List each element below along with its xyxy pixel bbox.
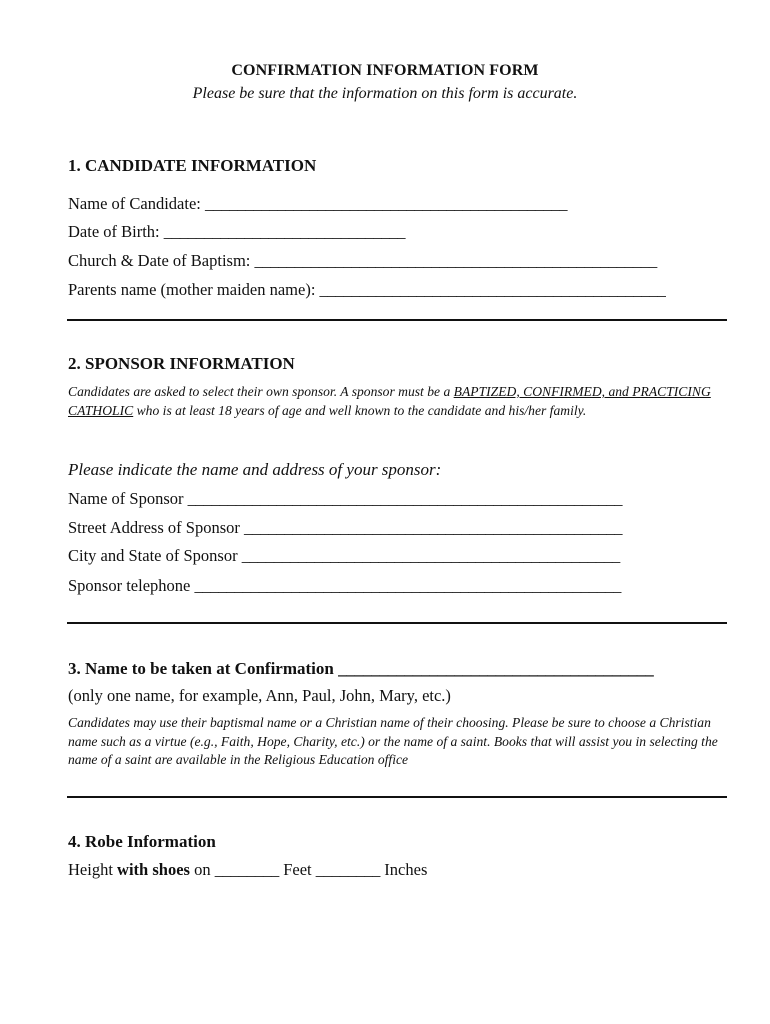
- confirmation-name-note: Candidates may use their baptismal name or a Christian name of their choosing. Please be sure to choose a Christian name such as a virtue (e.g., Faith, Hope, Charity, etc.) or the name of a saint. Books that will assist you in selecting the name of a saint are available in the Religious Education office: [68, 715, 718, 767]
- parents-name-field[interactable]: [68, 280, 666, 300]
- form-subtitle: Please be sure that the information on this form is accurate.: [192, 85, 578, 102]
- candidate-name-field[interactable]: [68, 194, 567, 214]
- inches-label: Inches: [384, 860, 428, 879]
- sponsor-prompt: Please indicate the name and address of your sponsor:: [68, 460, 442, 479]
- sponsor-telephone-field[interactable]: [68, 576, 621, 596]
- sponsor-city-state-blank[interactable]: _______________________________________________: [241, 546, 621, 565]
- form-title: CONFIRMATION INFORMATION FORM: [231, 62, 539, 79]
- sponsor-city-state-field[interactable]: [68, 546, 620, 566]
- sponsor-street-blank[interactable]: _______________________________________________: [244, 518, 623, 537]
- section1-divider: [67, 319, 727, 321]
- sponsor-telephone-blank[interactable]: _____________________________________________________: [194, 576, 622, 595]
- candidate-name-label: Name of Candidate:: [68, 194, 201, 213]
- height-label-end: on: [189, 860, 211, 879]
- parents-name-label: Parents name (mother maiden name):: [68, 280, 316, 299]
- sponsor-requirements-note: [68, 383, 733, 420]
- feet-label: Feet: [283, 860, 312, 879]
- sponsor-street-label: Street Address of Sponsor: [68, 518, 240, 537]
- sponsor-name-label: Name of Sponsor: [68, 489, 184, 508]
- baptism-label: Church & Date of Baptism:: [68, 251, 251, 270]
- height-label-bold: with shoes: [117, 860, 190, 879]
- section4-heading: 4. Robe Information: [68, 832, 216, 851]
- confirmation-name-blank[interactable]: ______________________________________: [338, 659, 654, 678]
- confirmation-name-example: (only one name, for example, Ann, Paul, John, Mary, etc.): [68, 686, 451, 705]
- sponsor-name-blank[interactable]: ______________________________________________________: [187, 489, 623, 508]
- feet-blank[interactable]: ________: [214, 860, 280, 879]
- sponsor-note-emphasis: BAPTIZED, CONFIRMED, and PRACTICING CATHOLIC: [68, 384, 711, 418]
- parents-name-blank[interactable]: ___________________________________________: [319, 280, 666, 299]
- inches-blank[interactable]: ________: [315, 860, 381, 879]
- baptism-blank[interactable]: __________________________________________________: [254, 251, 658, 270]
- sponsor-telephone-label: Sponsor telephone: [68, 576, 191, 595]
- section3-heading: 3. Name to be taken at Confirmation: [68, 659, 334, 678]
- date-of-birth-blank[interactable]: ______________________________: [163, 222, 406, 241]
- height-label-start: Height: [68, 860, 118, 879]
- section3-divider: [67, 796, 727, 798]
- sponsor-note-before: Candidates are asked to select their own sponsor. A sponsor must be a: [68, 384, 454, 399]
- confirmation-name-field[interactable]: [68, 659, 654, 679]
- sponsor-city-state-label: City and State of Sponsor: [68, 546, 238, 565]
- section1-heading: 1. CANDIDATE INFORMATION: [68, 156, 317, 175]
- section2-divider: [67, 622, 727, 624]
- date-of-birth-label: Date of Birth:: [68, 222, 160, 241]
- sponsor-street-field[interactable]: [68, 518, 622, 538]
- section2-heading: 2. SPONSOR INFORMATION: [68, 354, 295, 373]
- sponsor-note-after: who is at least 18 years of age and well known to the candidate and his/her family.: [133, 402, 587, 418]
- robe-height-field[interactable]: [68, 860, 427, 880]
- sponsor-name-field[interactable]: [68, 489, 622, 509]
- candidate-name-blank[interactable]: _____________________________________________: [205, 194, 568, 213]
- date-of-birth-field[interactable]: [68, 222, 405, 242]
- baptism-field[interactable]: [68, 251, 657, 271]
